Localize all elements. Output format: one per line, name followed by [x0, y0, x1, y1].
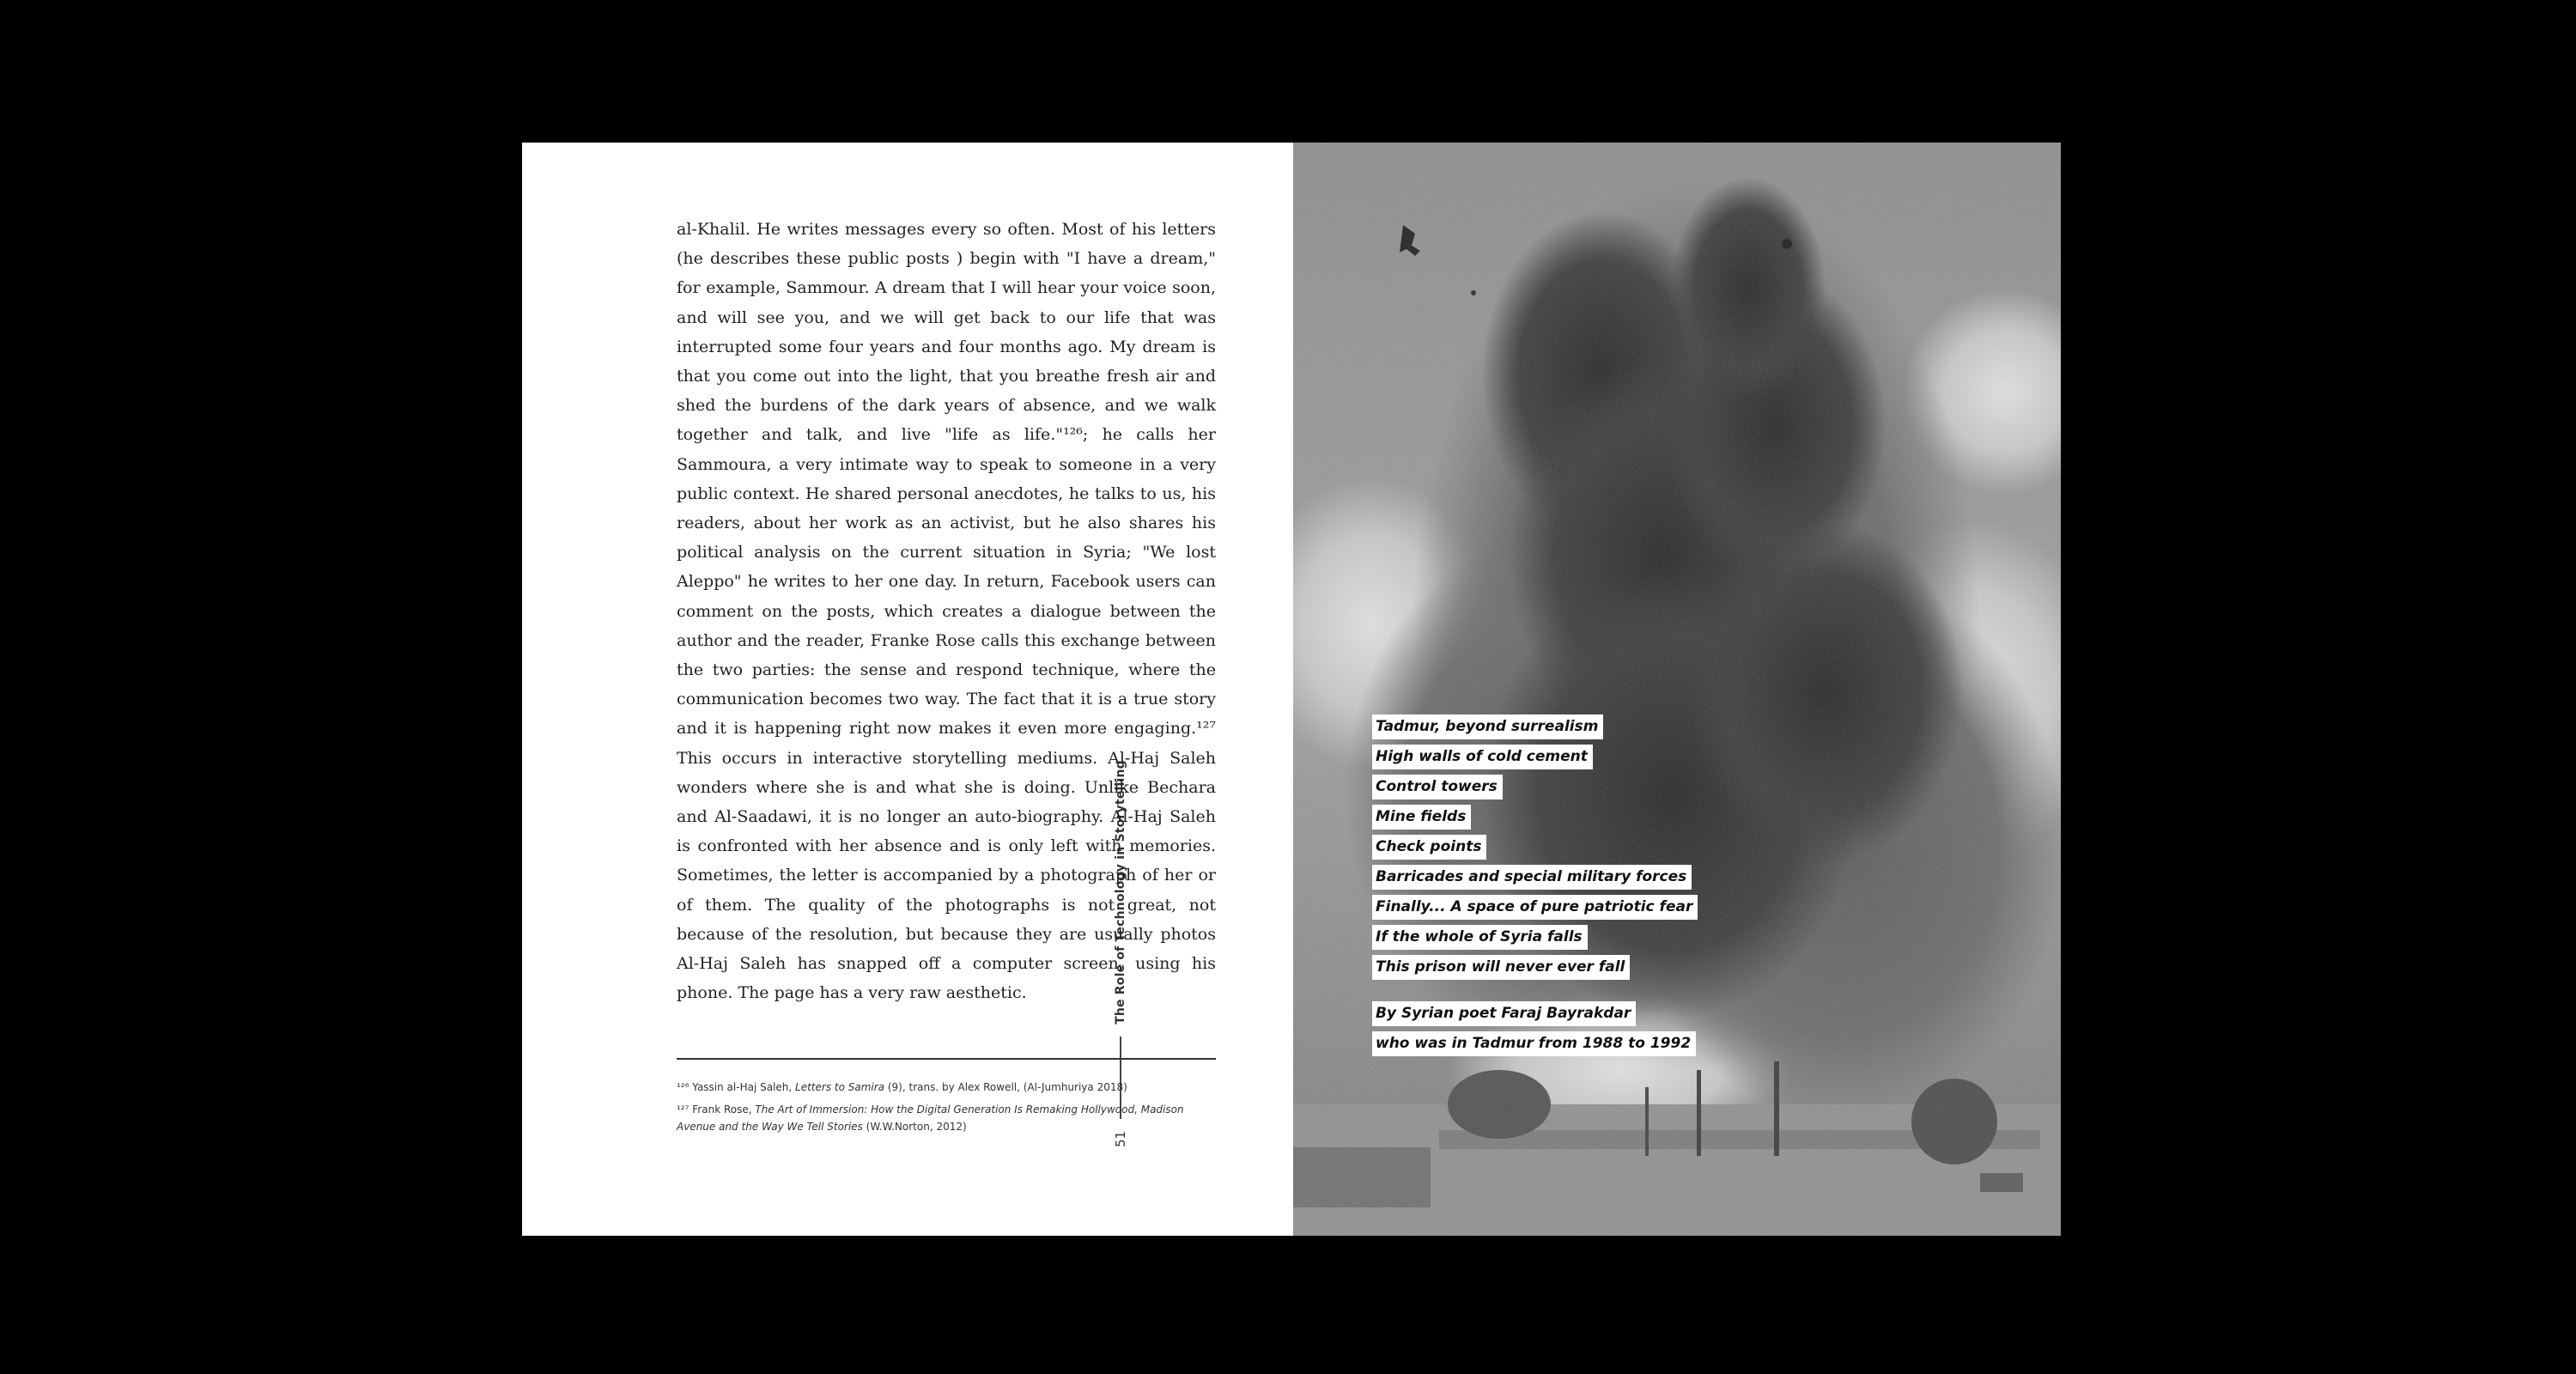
- running-head-title: The Role of Technology in Storytelling: [1114, 760, 1127, 1024]
- footnote-mark: ¹²⁶: [677, 1081, 690, 1093]
- footnote-publication: (W.W.Norton, 2012): [862, 1121, 967, 1133]
- footnotes: [677, 1079, 1209, 1140]
- poem-line: Check points: [1372, 835, 1486, 860]
- poem-credit: [1372, 1001, 1696, 1056]
- credit-line: By Syrian poet Faraj Bayrakdar: [1372, 1001, 1636, 1026]
- footnote-publication: (9), trans. by Alex Rowell, (Al-Jumhuriya 2018): [884, 1081, 1127, 1093]
- left-page: [522, 143, 1293, 1236]
- footnote: [677, 1079, 1209, 1096]
- poem-line: Barricades and special military forces: [1372, 865, 1692, 890]
- footnote-mark: ¹²⁷: [677, 1103, 690, 1116]
- footnote-title: Letters to Samira: [795, 1081, 885, 1093]
- footnote-author: Frank Rose,: [692, 1103, 756, 1116]
- credit-line: who was in Tadmur from 1988 to 1992: [1372, 1031, 1696, 1056]
- footnote: [677, 1101, 1209, 1135]
- poem-line: If the whole of Syria falls: [1372, 925, 1588, 950]
- book-spread: [522, 143, 2061, 1236]
- poem-line: Mine fields: [1372, 805, 1471, 830]
- explosion-photo: [1293, 143, 2061, 1236]
- footnote-author: Yassin al-Haj Saleh,: [692, 1081, 796, 1093]
- poem-line: This prison will never ever fall: [1372, 955, 1630, 980]
- poem: [1372, 714, 1698, 980]
- body-text: al-Khalil. He writes messages every so often. Most of his letters (he describes these public posts ) begin with "I have a dream," for example, Sammour. A dream that I will hear your voice soon, and will see you, and we will get back to our life that was interrupted some four years and four months ago. My dream is that you come out into the light, that you breathe fresh air and shed the burdens of the dark years of absence, and we walk together and talk, and live "life as life."¹²⁶; he calls her Sammoura, a very intimate way to speak to someone in a very public context. He shared personal anecdotes, he talks to us, his readers, about her work as an activist, but he also shares his political analysis on the current situation in Syria; "We lost Aleppo" he writes to her one day. In return, Facebook users can comment on the posts, which creates a dialogue between the author and the reader, Franke Rose calls this exchange between the two parties: the sense and respond technique, where the communication becomes two way. The fact that it is a true story and it is happening right now makes it even more engaging.¹²⁷ This occurs in interactive storytelling mediums. Al-Haj Saleh wonders where she is and what she is doing. Unlike Bechara and Al-Saadawi, it is no longer an auto-biography. Al-Haj Saleh is confronted with her absence and is only left with memories. Sometimes, the letter is accompanied by a photograph of her or of them. The quality of the photographs is not great, not because of the resolution, but because they are usually photos Al-Haj Saleh has snapped off a computer screen, using his phone. The page has a very raw aesthetic.: [677, 220, 1216, 1003]
- footnote-title: The Art of Immersion: How the Digital Generation Is Remaking Hollywood, Madison Avenue and the Way We Tell Stories: [677, 1103, 1184, 1133]
- poem-line: High walls of cold cement: [1372, 745, 1593, 769]
- footnote-rule: [677, 1058, 1216, 1060]
- right-page: [1293, 143, 2061, 1236]
- poem-line: Tadmur, beyond surrealism: [1372, 714, 1603, 739]
- poem-line: Control towers: [1372, 775, 1503, 799]
- poem-line: Finally... A space of pure patriotic fear: [1372, 895, 1698, 920]
- page-number: 51: [1113, 1130, 1128, 1147]
